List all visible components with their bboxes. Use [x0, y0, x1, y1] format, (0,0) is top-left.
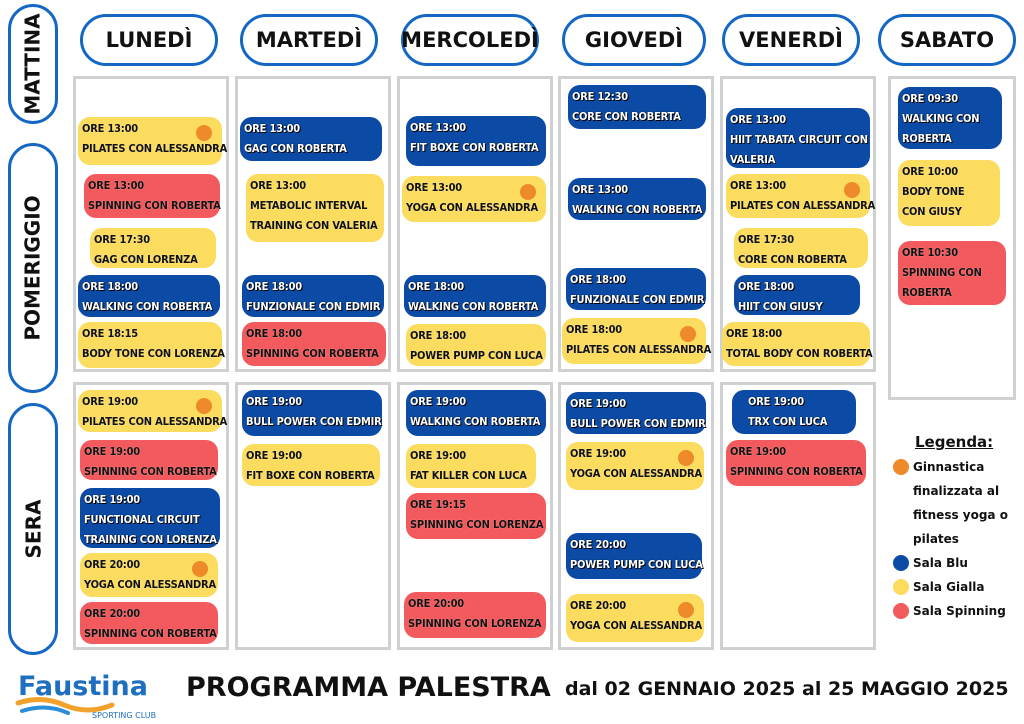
- class-card: [80, 488, 220, 548]
- class-card: [726, 440, 866, 486]
- class-time: ORE 13:00: [730, 113, 786, 126]
- date-range: dal 02 GENNAIO 2025 al 25 MAGGIO 2025: [565, 678, 1009, 700]
- class-card: [566, 392, 706, 434]
- day-header-giovedi: GIOVEDÌ: [562, 14, 706, 66]
- class-card: [84, 174, 220, 218]
- class-time: ORE 10:00: [902, 165, 958, 178]
- legend-item-ginnastica: [893, 455, 1018, 551]
- class-time: ORE 19:00: [410, 449, 466, 462]
- class-name: SPINNING CON ROBERTA: [730, 465, 863, 478]
- day-header-martedi: MARTEDÌ: [240, 14, 378, 66]
- class-time: ORE 13:00: [250, 179, 306, 192]
- class-card: [80, 602, 218, 644]
- class-name-line2: VALERIA: [730, 153, 776, 166]
- legend-label: Ginnastica finalizzata al fitness yoga o pilates: [913, 460, 1008, 546]
- class-name: PILATES CON ALESSANDRA: [82, 415, 228, 428]
- legend-label: Sala Gialla: [913, 580, 985, 594]
- class-card: [242, 275, 384, 317]
- legend: [893, 433, 1018, 623]
- class-time: ORE 09:30: [902, 92, 958, 105]
- class-card: [406, 116, 546, 166]
- class-card: [566, 594, 704, 642]
- class-card: [566, 268, 706, 310]
- ginnastica-dot-icon: [196, 398, 212, 414]
- class-card: [898, 160, 1000, 226]
- class-time: ORE 18:00: [570, 273, 626, 286]
- day-header-mercoledi: MERCOLEDÌ: [401, 14, 539, 66]
- class-card: [726, 174, 876, 218]
- class-time: ORE 18:00: [566, 323, 622, 336]
- class-name: YOGA CON ALESSANDRA: [406, 201, 538, 214]
- class-time: ORE 20:00: [84, 558, 140, 571]
- class-time: ORE 13:00: [82, 122, 138, 135]
- class-time: ORE 18:00: [410, 329, 466, 342]
- class-card: [406, 390, 546, 436]
- class-name: HIIT CON GIUSY: [738, 300, 823, 313]
- class-card: [404, 592, 546, 638]
- page-title: PROGRAMMA PALESTRA: [186, 672, 551, 703]
- class-name: SPINNING CON: [902, 266, 982, 279]
- class-time: ORE 17:30: [94, 233, 150, 246]
- class-card: [404, 275, 546, 317]
- faustina-logo: [12, 665, 172, 720]
- legend-title: Legenda:: [915, 433, 994, 451]
- class-card: [240, 117, 382, 161]
- class-name-line2: CON GIUSY: [902, 205, 962, 218]
- class-name: YOGA CON ALESSANDRA: [570, 619, 702, 632]
- class-time: ORE 17:30: [738, 233, 794, 246]
- class-name: CORE CON ROBERTA: [738, 253, 847, 266]
- class-name: WALKING CON ROBERTA: [572, 203, 703, 216]
- class-time: ORE 13:00: [572, 183, 628, 196]
- class-card: [898, 87, 1002, 149]
- class-card: [90, 228, 216, 268]
- class-card: [78, 117, 228, 165]
- class-card: [402, 176, 546, 222]
- class-time: ORE 10:30: [902, 246, 958, 259]
- class-card: [406, 444, 536, 488]
- legend-label: Sala Blu: [913, 556, 968, 570]
- class-name: BODY TONE: [902, 185, 965, 198]
- ginnastica-dot-icon: [680, 326, 696, 342]
- class-name: FIT BOXE CON ROBERTA: [410, 141, 539, 154]
- class-card: [78, 322, 225, 368]
- class-card: [406, 493, 546, 539]
- day-header-venerdi: VENERDÌ: [722, 14, 860, 66]
- class-card: [734, 228, 868, 268]
- class-name: SPINNING CON LORENZA: [408, 617, 542, 630]
- class-card: [246, 174, 384, 242]
- class-name: CORE CON ROBERTA: [572, 110, 681, 123]
- ginnastica-dot-icon: [520, 184, 536, 200]
- class-card: [898, 241, 1006, 305]
- class-time: ORE 19:00: [730, 445, 786, 458]
- class-name: PILATES CON ALESSANDRA: [566, 343, 712, 356]
- class-time: ORE 20:00: [408, 597, 464, 610]
- class-card: [722, 322, 873, 366]
- class-name-line2: ROBERTA: [902, 132, 952, 145]
- class-time: ORE 12:30: [572, 90, 628, 103]
- day-header-lunedi: LUNEDÌ: [80, 14, 218, 66]
- class-card: [568, 85, 706, 129]
- period-sera: [8, 403, 58, 655]
- class-time: ORE 18:00: [408, 280, 464, 293]
- ginnastica-dot-icon: [844, 182, 860, 198]
- class-name: YOGA CON ALESSANDRA: [570, 467, 702, 480]
- class-name: METABOLIC INTERVAL: [250, 199, 368, 212]
- logo-subtext: SPORTING CLUB: [92, 711, 157, 720]
- class-card: [732, 390, 856, 434]
- class-time: ORE 19:00: [748, 395, 804, 408]
- ginnastica-dot-icon: [192, 561, 208, 577]
- class-time: ORE 19:00: [246, 449, 302, 462]
- class-name: HIIT TABATA CIRCUIT CON: [730, 133, 868, 146]
- period-label: MATTINA: [21, 13, 46, 115]
- class-name: BULL POWER CON EDMIR: [246, 415, 382, 428]
- class-time: ORE 19:00: [246, 395, 302, 408]
- class-name-line2: TRAINING CON VALERIA: [250, 219, 378, 232]
- class-time: ORE 19:00: [570, 447, 626, 460]
- class-name: SPINNING CON ROBERTA: [88, 199, 221, 212]
- class-name: YOGA CON ALESSANDRA: [84, 578, 216, 591]
- ginnastica-dot-icon: [678, 450, 694, 466]
- class-card: [566, 533, 702, 579]
- legend-item-sala-gialla: [893, 575, 1018, 599]
- class-name: SPINNING CON ROBERTA: [84, 465, 217, 478]
- period-label: POMERIGGIO: [21, 195, 45, 341]
- class-card: [562, 318, 712, 364]
- class-name: FUNZIONALE CON EDMIR: [570, 293, 705, 306]
- class-name: WALKING CON ROBERTA: [408, 300, 539, 313]
- class-name: BULL POWER CON EDMIR: [570, 417, 706, 430]
- class-time: ORE 20:00: [570, 538, 626, 551]
- class-name: WALKING CON: [902, 112, 980, 125]
- orange-dot-icon: [893, 459, 909, 475]
- class-name: POWER PUMP CON LUCA: [570, 558, 703, 571]
- class-card: [80, 553, 218, 597]
- class-name: FIT BOXE CON ROBERTA: [246, 469, 375, 482]
- class-name: GAG CON LORENZA: [94, 253, 198, 266]
- class-name: WALKING CON ROBERTA: [410, 415, 541, 428]
- class-time: ORE 18:00: [738, 280, 794, 293]
- class-name: TOTAL BODY CON ROBERTA: [726, 347, 873, 360]
- class-name: SPINNING CON ROBERTA: [246, 347, 379, 360]
- class-card: [568, 178, 706, 220]
- class-name: GAG CON ROBERTA: [244, 142, 347, 155]
- ginnastica-dot-icon: [678, 602, 694, 618]
- class-time: ORE 19:15: [410, 498, 466, 511]
- class-time: ORE 19:00: [410, 395, 466, 408]
- class-time: ORE 18:00: [246, 327, 302, 340]
- class-name-line2: TRAINING CON LORENZA: [84, 533, 217, 546]
- class-time: ORE 13:00: [88, 179, 144, 192]
- class-card: [242, 444, 380, 486]
- period-mattina: [8, 4, 58, 124]
- legend-label: Sala Spinning: [913, 604, 1006, 618]
- class-time: ORE 19:00: [570, 397, 626, 410]
- class-name: FAT KILLER CON LUCA: [410, 469, 527, 482]
- class-name: WALKING CON ROBERTA: [82, 300, 213, 313]
- ginnastica-dot-icon: [196, 125, 212, 141]
- legend-item-sala-spinning: [893, 599, 1018, 623]
- class-name: FUNCTIONAL CIRCUIT: [84, 513, 200, 526]
- class-time: ORE 13:00: [406, 181, 462, 194]
- class-name-line2: ROBERTA: [902, 286, 952, 299]
- class-card: [406, 324, 546, 366]
- legend-item-sala-blu: [893, 551, 1018, 575]
- class-time: ORE 18:15: [82, 327, 138, 340]
- class-card: [734, 275, 860, 315]
- class-time: ORE 18:00: [82, 280, 138, 293]
- class-card: [566, 442, 704, 490]
- class-time: ORE 18:00: [246, 280, 302, 293]
- logo-text: Faustina: [18, 671, 148, 702]
- class-time: ORE 19:00: [82, 395, 138, 408]
- class-name: TRX CON LUCA: [748, 415, 828, 428]
- class-time: ORE 19:00: [84, 493, 140, 506]
- class-card: [242, 390, 382, 436]
- class-name: POWER PUMP CON LUCA: [410, 349, 543, 362]
- class-card: [242, 322, 386, 366]
- class-time: ORE 20:00: [84, 607, 140, 620]
- class-time: ORE 18:00: [726, 327, 782, 340]
- class-card: [78, 275, 220, 317]
- class-name: BODY TONE CON LORENZA: [82, 347, 225, 360]
- class-name: FUNZIONALE CON EDMIR: [246, 300, 381, 313]
- class-time: ORE 13:00: [730, 179, 786, 192]
- class-name: PILATES CON ALESSANDRA: [82, 142, 228, 155]
- class-time: ORE 13:00: [410, 121, 466, 134]
- day-header-sabato: SABATO: [878, 14, 1016, 66]
- swimmer-logo-icon: [12, 665, 172, 720]
- class-card: [78, 390, 228, 432]
- class-time: ORE 20:00: [570, 599, 626, 612]
- class-name: PILATES CON ALESSANDRA: [730, 199, 876, 212]
- class-name: SPINNING CON LORENZA: [410, 518, 544, 531]
- red-dot-icon: [893, 603, 909, 619]
- period-pomeriggio: [8, 143, 58, 393]
- class-card: [726, 108, 870, 168]
- class-card: [80, 440, 218, 480]
- class-time: ORE 19:00: [84, 445, 140, 458]
- class-time: ORE 13:00: [244, 122, 300, 135]
- class-name: SPINNING CON ROBERTA: [84, 627, 217, 640]
- yellow-dot-icon: [893, 579, 909, 595]
- period-label: SERA: [21, 499, 46, 559]
- blue-dot-icon: [893, 555, 909, 571]
